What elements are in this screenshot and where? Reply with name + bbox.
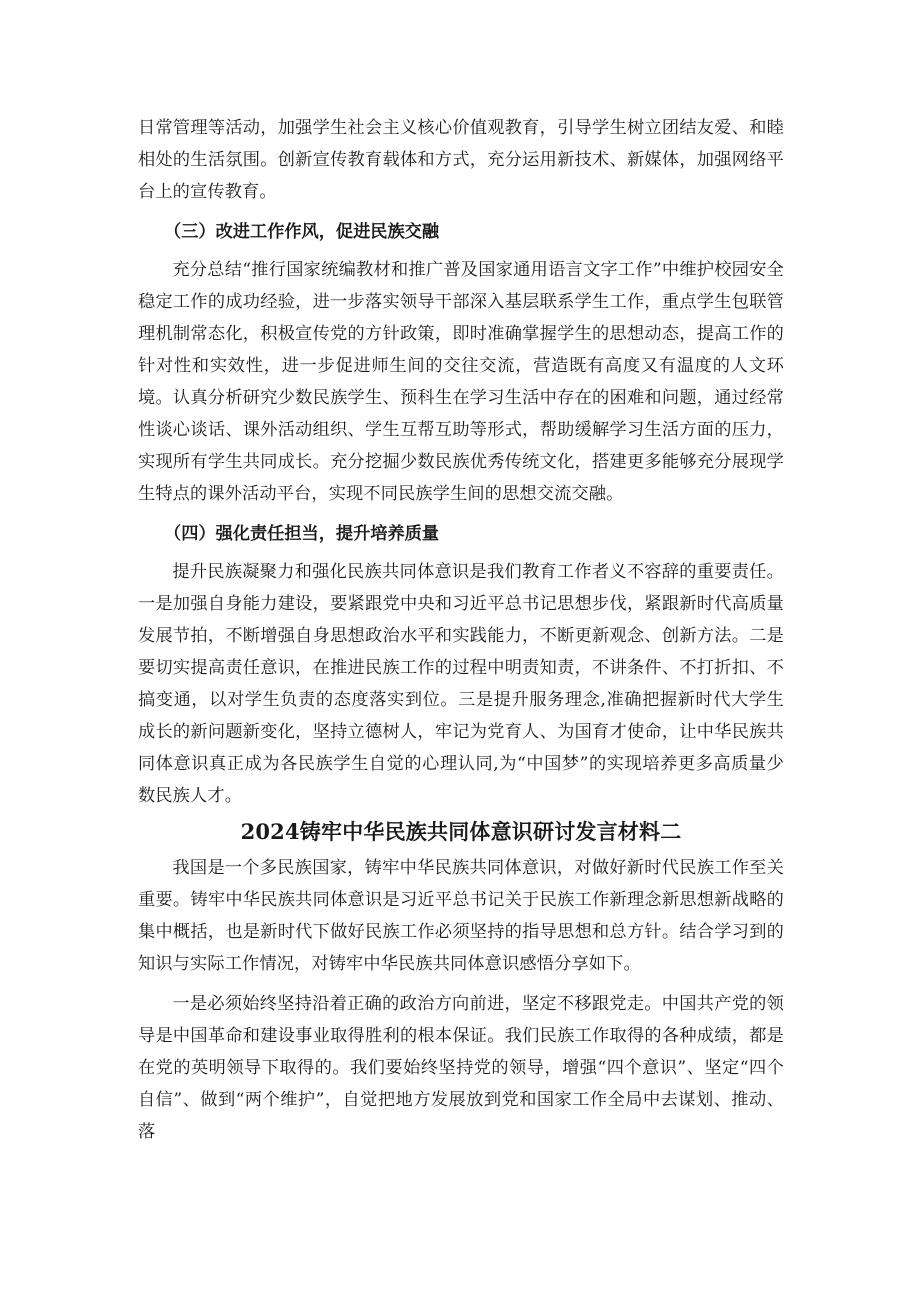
- paragraph-doc2-2: 一是必须始终坚持沿着正确的政治方向前进，坚定不移跟党走。中国共产党的领导是中国革命和建设事业取得胜利的根本保证。我们民族工作取得的各种成绩，都是在党的英明领导下取得的。我们要始终坚持党的领导，增强“四个意识”、坚定“四个自信”、做到“两个维护”，自觉把地方发展放到党和国家工作全局中去谋划、推动、落: [138, 994, 784, 1142]
- paragraph-doc2-1: 我国是一个多民族国家，铸牢中华民族共同体意识，对做好新时代民族工作至关重要。铸牢中华民族共同体意识是习近平总书记关于民族工作新理念新思想新战略的集中概括，也是新时代下做好民族工作必须坚持的指导思想和总方针。结合学习到的知识与实际工作情况，对铸牢中华民族共同体意识感悟分享如下。: [138, 858, 784, 974]
- section-heading-3: （三）改进工作作风，促进民族交融: [164, 222, 440, 242]
- paragraph-spacer: [138, 980, 784, 988]
- document-title-2: 2024铸牢中华民族共同体意识研讨发言材料二: [240, 819, 682, 844]
- paragraph-section-3: 充分总结“推行国家统编教材和推广普及国家通用语言文字工作”中维护校园安全稳定工作的成功经验，进一步落实领导干部深入基层联系学生工作，重点学生包联管理机制常态化，积极宣传党的方针政策，即时准确掌握学生的思想动态，提高工作的针对性和实效性，进一步促进师生间的交往交流，营造既有高度又有温度的人文环境。认真分析研究少数民族学生、预科生在学习生活中存在的困难和问题，通过经常性谈心谈话、课外活动组织、学生互帮互助等形式，帮助缓解学习生活方面的压力，实现所有学生共同成长。充分挖掘少数民族优秀传统文化，搭建更多能够充分展现学生特点的课外活动平台，实现不同民族学生间的思想交流交融。: [138, 260, 784, 504]
- document-page: [138, 112, 784, 1148]
- section-heading-4: （四）强化责任担当，提升培养质量: [164, 524, 440, 544]
- paragraph-section-4: 提升民族凝聚力和强化民族共同体意识是我们教育工作者义不容辞的重要责任。一是加强自身能力建设，要紧跟党中央和习近平总书记思想步伐，紧跟新时代高质量发展节拍，不断增强自身思想政治水平和实践能力，不断更新观念、创新方法。二是要切实提高责任意识，在推进民族工作的过程中明责知责，不讲条件、不打折扣、不搞变通，以对学生负责的态度落实到位。三是提升服务理念,准确把握新时代大学生成长的新问题新变化，坚持立德树人，牢记为党育人、为国育才使命，让中华民族共同体意识真正成为各民族学生自觉的心理认同,为“中国梦”的实现培养更多高质量少数民族人才。: [138, 562, 784, 806]
- paragraph-intro: 日常管理等活动，加强学生社会主义核心价值观教育，引导学生树立团结友爱、和睦相处的生活氛围。创新宣传教育载体和方式，充分运用新技术、新媒体，加强网络平台上的宣传教育。: [138, 118, 784, 202]
